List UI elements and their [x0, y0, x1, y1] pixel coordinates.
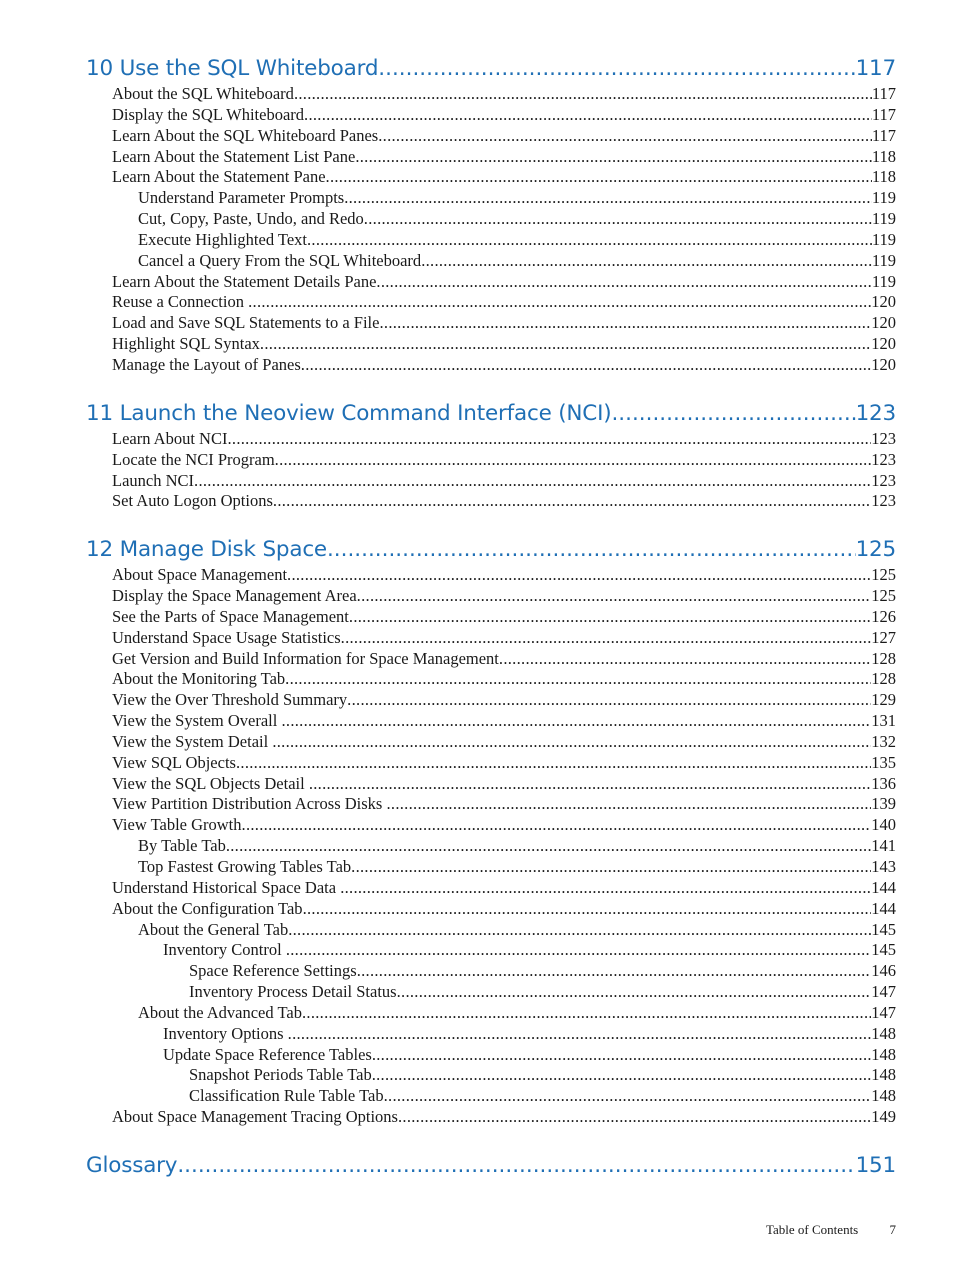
toc-entry-label: Inventory Control — [163, 940, 286, 960]
chapter-page-number: 151 — [855, 1152, 896, 1178]
toc-entry-page: 119 — [871, 271, 896, 291]
toc-entry[interactable] — [86, 669, 896, 690]
toc-entry-page: 117 — [871, 125, 896, 145]
dot-leader — [177, 1151, 855, 1181]
toc-entry-page: 149 — [871, 1107, 896, 1127]
toc-entry[interactable] — [86, 355, 896, 376]
dot-leader — [309, 774, 871, 795]
chapter-title: 11 Launch the Neoview Command Interface (NCI) — [86, 400, 612, 426]
chapter-title: 10 Use the SQL Whiteboard — [86, 56, 379, 81]
toc-entry-page: 147 — [871, 1002, 896, 1022]
dot-leader — [357, 586, 872, 607]
toc-entry[interactable] — [86, 167, 896, 188]
toc-entry-page: 143 — [871, 857, 896, 876]
toc-entry[interactable] — [86, 251, 896, 272]
toc-entry-label: Load and Save SQL Statements to a File — [112, 313, 380, 333]
toc-section — [86, 535, 896, 1128]
toc-entry-label: Cut, Copy, Paste, Undo, and Redo — [138, 209, 364, 229]
toc-entry-label: About the Monitoring Tab — [112, 669, 286, 689]
toc-entry[interactable] — [86, 188, 896, 209]
toc-entry-page: 146 — [871, 961, 896, 981]
toc-entry-label: About Space Management Tracing Options — [112, 1107, 398, 1127]
toc-entry-page: 148 — [871, 1023, 896, 1043]
toc-entry-page: 131 — [871, 711, 896, 731]
dot-leader — [260, 334, 871, 355]
toc-entry-label: About Space Management — [112, 565, 288, 585]
toc-entry-page: 123 — [871, 428, 896, 448]
toc-section — [86, 54, 896, 376]
dot-leader — [272, 732, 871, 753]
toc-entry[interactable] — [86, 429, 896, 450]
toc-entry[interactable] — [86, 899, 896, 920]
toc-entry-page: 119 — [871, 229, 896, 249]
toc-entry[interactable] — [86, 450, 896, 471]
toc-entry-label: Display the Space Management Area — [112, 586, 357, 606]
dot-leader — [288, 920, 871, 941]
dot-leader — [349, 607, 871, 628]
toc-entry-page: 129 — [871, 690, 896, 710]
dot-leader — [227, 429, 871, 450]
page-number: 7 — [889, 1222, 896, 1237]
chapter-title: Glossary — [86, 1152, 178, 1178]
toc-entry-page: 120 — [871, 334, 896, 354]
page-footer — [766, 1222, 896, 1238]
toc-entry-page: 127 — [871, 627, 896, 647]
toc-entry-page: 141 — [871, 836, 896, 856]
toc-entry-page: 128 — [871, 648, 896, 668]
dot-leader — [281, 711, 871, 732]
toc-entry-label: Learn About NCI — [112, 428, 228, 448]
toc-entry[interactable] — [86, 607, 896, 628]
toc-entry[interactable] — [86, 878, 896, 899]
toc-entry-page: 119 — [871, 250, 896, 270]
toc-entry[interactable] — [86, 292, 896, 313]
toc-entry[interactable] — [86, 628, 896, 649]
toc-chapter-heading[interactable] — [86, 1151, 896, 1181]
toc-entry[interactable] — [86, 1003, 896, 1024]
dot-leader — [344, 188, 872, 209]
toc-entry-label: Inventory Process Detail Status — [189, 982, 397, 1002]
toc-chapter-heading[interactable] — [86, 535, 896, 565]
toc-entry[interactable] — [86, 1086, 896, 1107]
dot-leader — [302, 1003, 871, 1024]
dot-leader — [288, 1024, 872, 1045]
footer-label: Table of Contents — [766, 1222, 859, 1237]
toc-entry-page: 118 — [871, 167, 896, 187]
toc-entry[interactable] — [86, 815, 896, 836]
toc-entry[interactable] — [86, 794, 896, 815]
chapter-page-number: 125 — [855, 537, 896, 563]
toc-entry[interactable] — [86, 857, 896, 878]
toc-section — [86, 1151, 896, 1181]
toc-entry[interactable] — [86, 334, 896, 355]
toc-entry[interactable] — [86, 1045, 896, 1066]
toc-entry[interactable] — [86, 105, 896, 126]
toc-entry-label: About the SQL Whiteboard — [112, 84, 294, 103]
toc-entry-page: 135 — [871, 752, 896, 772]
toc-entry[interactable] — [86, 1065, 896, 1086]
toc-entry-label: Reuse a Connection — [112, 292, 249, 312]
toc-entry-label: Locate the NCI Program — [112, 449, 275, 469]
toc-entry-label: View the SQL Objects Detail — [112, 773, 309, 793]
toc-entry-page: 136 — [871, 773, 896, 793]
toc-entry-label: Display the SQL Whiteboard — [112, 104, 305, 124]
dot-leader — [341, 628, 872, 649]
toc-entry-page: 123 — [871, 470, 896, 490]
toc-entry-label: View SQL Objects — [112, 752, 236, 772]
toc-entry-label: View the System Overall — [112, 711, 282, 731]
dot-leader — [378, 126, 872, 147]
toc-section — [86, 399, 896, 512]
dot-leader — [340, 878, 871, 899]
dot-leader — [307, 230, 872, 251]
dot-leader — [275, 450, 872, 471]
chapter-title: 12 Manage Disk Space — [86, 537, 327, 563]
dot-leader — [376, 272, 871, 293]
toc-entry-page: 120 — [871, 313, 896, 333]
dot-leader — [355, 147, 872, 168]
toc-entry[interactable] — [86, 1107, 896, 1128]
toc-entry-label: Execute Highlighted Text — [138, 229, 307, 249]
toc-entry[interactable] — [86, 711, 896, 732]
dot-leader — [327, 535, 856, 565]
toc-entry[interactable] — [86, 209, 896, 230]
toc-entry-label: Launch NCI — [112, 470, 195, 490]
dot-leader — [499, 649, 871, 670]
toc-entry-label: By Table Tab — [138, 836, 226, 856]
toc-entry-label: Understand Historical Space Data — [112, 877, 341, 897]
dot-leader — [398, 1107, 871, 1128]
toc-entry-label: Space Reference Settings — [189, 961, 357, 981]
toc-entry[interactable] — [86, 272, 896, 293]
dot-leader — [372, 1045, 871, 1066]
toc-entry-label: See the Parts of Space Management — [112, 606, 349, 626]
toc-entry-page: 144 — [871, 877, 896, 897]
toc-entry[interactable] — [86, 126, 896, 147]
toc-entry-page: 120 — [871, 354, 896, 374]
toc-entry-page: 117 — [871, 104, 896, 124]
dot-leader — [285, 669, 871, 690]
toc-entry-page: 148 — [871, 1086, 896, 1106]
toc-entry-label: View the Over Threshold Summary — [112, 690, 348, 710]
toc-entry-page: 144 — [871, 898, 896, 918]
dot-leader — [242, 815, 872, 836]
chapter-page-number: 117 — [855, 56, 896, 81]
toc-entry-label: Inventory Options — [163, 1023, 288, 1043]
toc-entry-label: View Partition Distribution Across Disks — [112, 794, 387, 814]
dot-leader — [384, 1086, 872, 1107]
toc-entry[interactable] — [86, 586, 896, 607]
chapter-page-number: 123 — [855, 400, 896, 426]
toc-entry-label: About the Advanced Tab — [138, 1002, 302, 1022]
toc-chapter-heading[interactable] — [86, 54, 896, 84]
toc-entry-page: 125 — [871, 586, 896, 606]
dot-leader — [379, 313, 871, 334]
toc-entry-label: Understand Parameter Prompts — [138, 188, 345, 208]
dot-leader — [364, 209, 872, 230]
dot-leader — [326, 167, 872, 188]
toc-entry-label: Understand Space Usage Statistics — [112, 627, 341, 647]
dot-leader — [301, 355, 871, 376]
toc-entry-page: 145 — [871, 940, 896, 960]
toc-entry-label: About the Configuration Tab — [112, 898, 303, 918]
dot-leader — [386, 794, 871, 815]
toc-entry[interactable] — [86, 1024, 896, 1045]
toc-entry-label: Get Version and Build Information for Space Management — [112, 648, 499, 668]
toc-entry-page: 117 — [871, 84, 896, 103]
toc-entry[interactable] — [86, 940, 896, 961]
toc-entry-label: Set Auto Logon Options — [112, 491, 273, 511]
dot-leader — [347, 690, 871, 711]
dot-leader — [248, 292, 871, 313]
toc-entry[interactable] — [86, 471, 896, 492]
toc-entry[interactable] — [86, 920, 896, 941]
dot-leader — [304, 105, 872, 126]
toc-entry-page: 148 — [871, 1044, 896, 1064]
toc-entry-label: About the General Tab — [138, 919, 289, 939]
toc-entry[interactable] — [86, 147, 896, 168]
toc-entry-page: 132 — [871, 731, 896, 751]
toc-entry[interactable] — [86, 565, 896, 586]
dot-leader — [236, 753, 871, 774]
toc-entry[interactable] — [86, 732, 896, 753]
toc-entry-page: 147 — [871, 982, 896, 1002]
toc-entry-label: View Table Growth — [112, 815, 242, 835]
toc-entry[interactable] — [86, 649, 896, 670]
toc-entry-label: Cancel a Query From the SQL Whiteboard — [138, 250, 422, 270]
toc-entry[interactable] — [86, 753, 896, 774]
toc-entry-label: Learn About the Statement Pane — [112, 167, 326, 187]
toc-entry-label: Classification Rule Table Tab — [189, 1086, 384, 1106]
dot-leader — [194, 471, 871, 492]
toc-entry-page: 145 — [871, 919, 896, 939]
toc-entry-page: 123 — [871, 449, 896, 469]
toc-entry[interactable] — [86, 230, 896, 251]
toc-entry-page: 119 — [871, 209, 896, 229]
dot-leader — [273, 491, 871, 512]
toc-entry-label: Learn About the Statement List Pane — [112, 146, 356, 166]
toc-entry[interactable] — [86, 313, 896, 334]
toc-entry-label: Snapshot Periods Table Tab — [189, 1065, 372, 1085]
toc-entry[interactable] — [86, 774, 896, 795]
toc-chapter-heading[interactable] — [86, 399, 896, 429]
toc-entry-label: Highlight SQL Syntax — [112, 334, 260, 354]
toc-entry-label: Learn About the Statement Details Pane — [112, 271, 377, 291]
toc-entry[interactable] — [86, 836, 896, 857]
dot-leader — [397, 982, 872, 1003]
toc-entry-page: 120 — [871, 292, 896, 312]
toc-entry-label: Learn About the SQL Whiteboard Panes — [112, 125, 379, 145]
dot-leader — [226, 836, 871, 857]
toc-entry-label: Update Space Reference Tables — [163, 1044, 372, 1064]
toc-entry-page: 128 — [871, 669, 896, 689]
toc-entry[interactable] — [86, 491, 896, 512]
dot-leader — [303, 899, 872, 920]
toc-entry-page: 148 — [871, 1065, 896, 1085]
dot-leader — [378, 54, 855, 84]
toc-entry-page: 119 — [871, 188, 896, 208]
dot-leader — [611, 399, 855, 429]
table-of-contents — [86, 54, 896, 1204]
toc-entry-page: 140 — [871, 815, 896, 835]
toc-entry[interactable] — [86, 961, 896, 982]
toc-entry[interactable] — [86, 84, 896, 105]
dot-leader — [357, 961, 872, 982]
dot-leader — [372, 1065, 872, 1086]
dot-leader — [351, 857, 871, 878]
toc-entry-page: 139 — [871, 794, 896, 814]
toc-entry[interactable] — [86, 982, 896, 1003]
toc-entry-page: 125 — [871, 565, 896, 585]
toc-entry-label: Manage the Layout of Panes — [112, 354, 301, 374]
dot-leader — [421, 251, 872, 272]
toc-entry-label: Top Fastest Growing Tables Tab — [138, 857, 352, 876]
toc-entry-page: 126 — [871, 606, 896, 626]
toc-entry-label: View the System Detail — [112, 731, 273, 751]
toc-entry-page: 118 — [871, 146, 896, 166]
dot-leader — [287, 565, 871, 586]
toc-entry[interactable] — [86, 690, 896, 711]
toc-entry-page: 123 — [871, 491, 896, 511]
dot-leader — [286, 940, 871, 961]
dot-leader — [294, 84, 872, 105]
